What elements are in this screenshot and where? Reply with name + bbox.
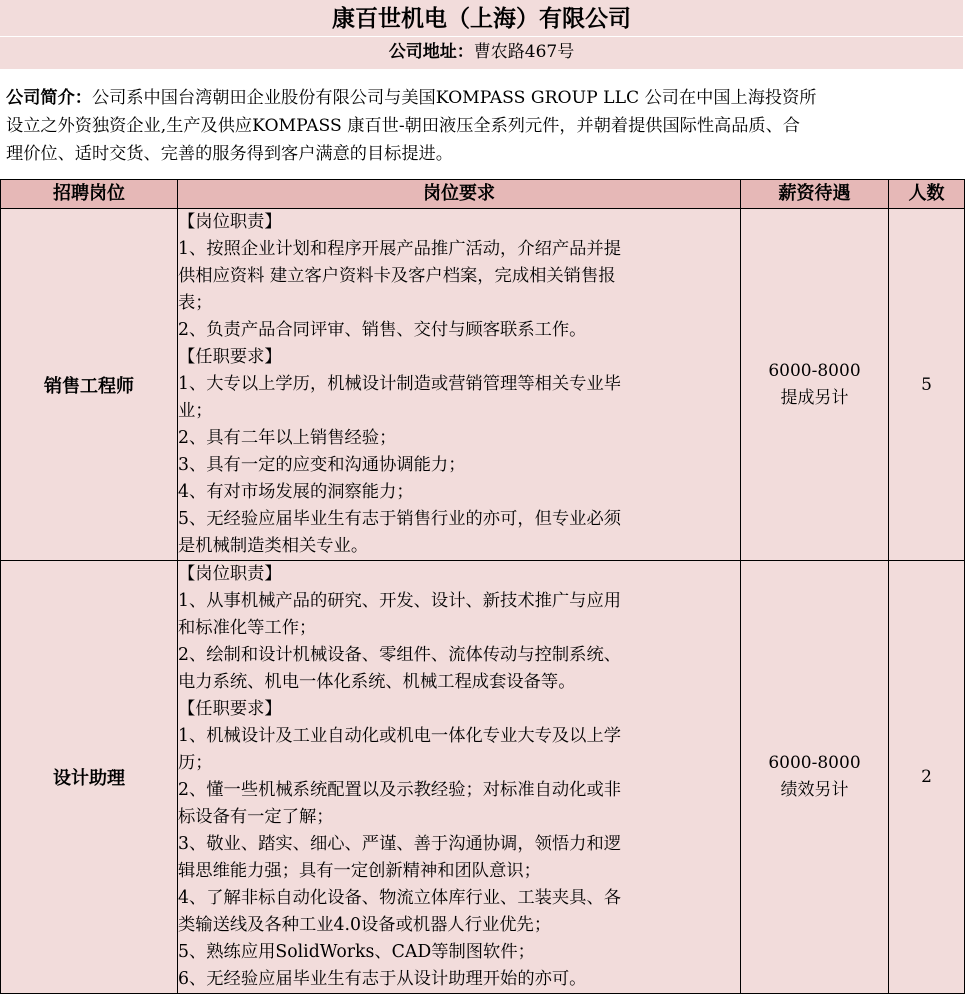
company-title: 康百世机电（上海）有限公司 [0, 0, 963, 36]
requirement-line: 是机械制造类相关专业。 [178, 536, 369, 556]
requirement-line: 6、无经验应届毕业生有志于从设计助理开始的亦可。 [178, 969, 587, 989]
requirement-line: 2、具有二年以上销售经验； [178, 428, 397, 448]
table-row [1, 209, 965, 561]
requirement-line: 【任职要求】 [178, 347, 282, 367]
headcount-cell: 5 [889, 209, 965, 561]
requirement-line: 【任职要求】 [178, 699, 282, 719]
requirement-line: 5、熟练应用SolidWorks、CAD等制图软件； [178, 942, 535, 962]
requirement-line: 1、按照企业计划和程序开展产品推广活动，介绍产品并提 [178, 239, 622, 259]
requirement-line: 表； [178, 293, 213, 313]
requirement-line: 和标准化等工作； [178, 618, 317, 638]
requirement-line: 3、敬业、踏实、细心、严谨、善于沟通协调，领悟力和逻 [178, 834, 622, 854]
intro-text: 公司系中国台湾朝田企业股份有限公司与美国KOMPASS GROUP LLC 公司在中国上海投资所 [91, 88, 817, 108]
header-count: 人数 [889, 180, 965, 209]
salary-cell [741, 561, 889, 994]
requirement-line: 【岗位职责】 [178, 212, 282, 232]
requirement-line: 1、从事机械产品的研究、开发、设计、新技术推广与应用 [178, 591, 622, 611]
position-cell: 设计助理 [1, 561, 178, 994]
requirement-line: 5、无经验应届毕业生有志于销售行业的亦可，但专业必须 [178, 509, 622, 529]
requirement-line: 业； [178, 401, 213, 421]
requirement-line: 2、负责产品合同评审、销售、交付与顾客联系工作。 [178, 320, 587, 340]
header-position: 招聘岗位 [1, 180, 178, 209]
jobs-table [0, 179, 965, 994]
requirement-line: 辑思维能力强；具有一定创新精神和团队意识； [178, 861, 541, 881]
requirement-line: 1、大专以上学历，机械设计制造或营销管理等相关专业毕 [178, 374, 622, 394]
salary-cell [741, 209, 889, 561]
company-intro [0, 84, 963, 168]
requirement-line: 类输送线及各种工业4.0设备或机器人行业优先； [178, 915, 552, 935]
salary-range: 6000-8000 [768, 360, 861, 381]
headcount-cell: 2 [889, 561, 965, 994]
salary-note: 提成另计 [780, 387, 849, 408]
intro-line [6, 84, 963, 112]
intro-line: 理价位、适时交货、完善的服务得到客户满意的目标提进。 [6, 144, 453, 164]
requirement-line: 4、有对市场发展的洞察能力； [178, 482, 414, 502]
table-row [1, 561, 965, 994]
requirements-cell [178, 209, 741, 561]
requirement-line: 标设备有一定了解； [178, 807, 334, 827]
requirement-line: 3、具有一定的应变和沟通协调能力； [178, 455, 466, 475]
header-salary: 薪资待遇 [741, 180, 889, 209]
requirement-line: 【岗位职责】 [178, 564, 282, 584]
requirements-cell [178, 561, 741, 994]
salary-range: 6000-8000 [768, 753, 861, 773]
intro-line: 设立之外资独资企业,生产及供应KOMPASS 康百世-朝田液压全系列元件，并朝着提供国际性高品质、合 [6, 116, 800, 136]
requirement-line: 2、绘制和设计机械设备、零组件、流体传动与控制系统、 [178, 645, 622, 665]
requirement-line: 供相应资料 建立客户资料卡及客户档案，完成相关销售报 [178, 266, 616, 286]
address-value: 曹农路467号 [473, 42, 575, 62]
requirement-line: 电力系统、机电一体化系统、机械工程成套设备等。 [178, 672, 576, 692]
salary-note: 绩效另计 [780, 780, 849, 800]
company-address-row [0, 36, 963, 69]
header-requirements: 岗位要求 [178, 180, 741, 209]
table-header-row [1, 180, 965, 209]
requirement-line: 1、机械设计及工业自动化或机电一体化专业大专及以上学 [178, 726, 622, 746]
requirement-line: 2、懂一些机械系统配置以及示教经验；对标准自动化或非 [178, 780, 622, 800]
address-label: 公司地址： [388, 42, 474, 62]
position-cell: 销售工程师 [1, 209, 178, 561]
requirement-line: 历； [178, 753, 213, 773]
requirement-line: 4、了解非标自动化设备、物流立体库行业、工装夹具、各 [178, 888, 622, 908]
intro-label: 公司简介： [6, 88, 92, 108]
